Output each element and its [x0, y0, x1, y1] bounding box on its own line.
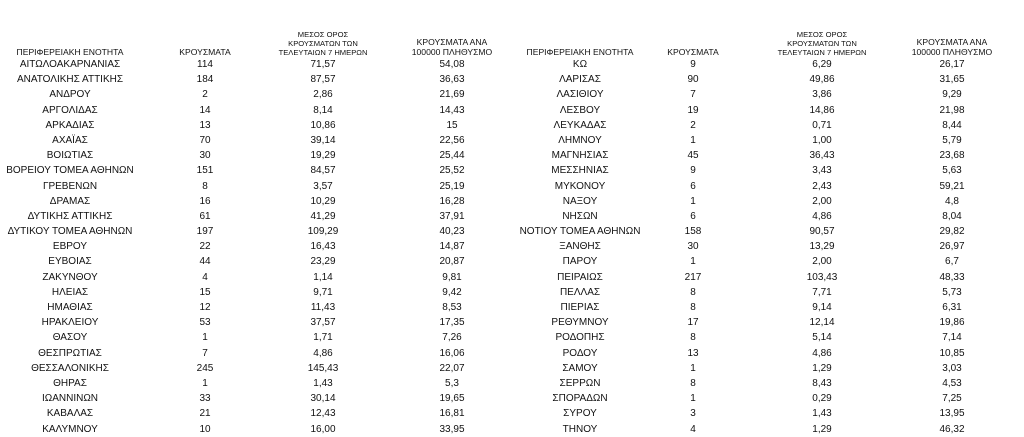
left-cases-cell: 2 — [202, 89, 208, 101]
right-name-cell: ΛΗΜΝΟΥ — [558, 134, 602, 146]
left-cases-cell: 10 — [199, 423, 211, 435]
right-avg-cell: 3,86 — [812, 89, 832, 101]
left-name-cell: ΑΧΑΪΑΣ — [52, 134, 88, 146]
left-name-cell: ΒΟΙΩΤΙΑΣ — [46, 150, 94, 162]
left-per-cell: 17,35 — [439, 317, 465, 329]
right-name-cell: ΡΟΔΟΠΗΣ — [555, 332, 605, 344]
right-avg-cell: 2,00 — [812, 195, 832, 207]
left-cases-cell: 33 — [199, 393, 211, 405]
left-per-cell: 19,65 — [439, 393, 465, 405]
left-per-cell: 33,95 — [439, 423, 465, 435]
right-avg-cell: 7,71 — [812, 286, 832, 298]
right-avg-cell: 49,86 — [809, 74, 835, 86]
left-avg-cell: 71,57 — [310, 59, 336, 70]
left-name-cell: ΑΡΚΑΔΙΑΣ — [45, 119, 95, 131]
left-name-cell: ΖΑΚΥΝΘΟΥ — [42, 271, 98, 283]
right-name-cell: ΣΥΡΟΥ — [563, 408, 597, 420]
left-cases-cell: 14 — [199, 104, 211, 116]
right-cases-cell: 1 — [690, 256, 696, 268]
left-avg-cell: 3,57 — [313, 180, 333, 192]
right-cases-cell: 4 — [690, 423, 696, 435]
left-per-cell: 22,56 — [439, 134, 465, 146]
header-per100k-left: ΚΡΟΥΣΜΑΤΑ ΑΝΑ 100000 ΠΛΗΘΥΣΜΟ — [411, 37, 493, 57]
right-per-cell: 26,17 — [939, 59, 965, 70]
left-cases-cell: 30 — [199, 150, 211, 162]
right-avg-cell: 1,00 — [812, 134, 832, 146]
right-cases-cell: 9 — [690, 165, 696, 177]
table-row — [0, 391, 1024, 406]
right-avg-cell: 4,86 — [812, 210, 832, 222]
left-name-cell: ΔΥΤΙΚΟΥ ΤΟΜΕΑ ΑΘΗΝΩΝ — [7, 226, 133, 238]
left-per-cell: 21,69 — [439, 89, 465, 101]
right-avg-cell: 2,00 — [812, 256, 832, 268]
left-cases-cell: 22 — [199, 241, 211, 253]
right-name-cell: ΠΕΙΡΑΙΩΣ — [557, 271, 603, 283]
left-name-cell: ΚΑΒΑΛΑΣ — [46, 408, 94, 420]
right-avg-cell: 1,29 — [812, 423, 832, 435]
left-avg-cell: 9,71 — [313, 286, 333, 298]
right-name-cell: ΛΑΡΙΣΑΣ — [559, 74, 601, 86]
table-row — [0, 300, 1024, 315]
left-name-cell: ΘΕΣΣΑΛΟΝΙΚΗΣ — [31, 362, 109, 374]
left-avg-cell: 109,29 — [307, 226, 339, 238]
left-name-cell: ΙΩΑΝΝΙΝΩΝ — [41, 393, 99, 405]
right-name-cell: ΜΕΣΣΗΝΙΑΣ — [551, 165, 609, 177]
left-avg-cell: 12,43 — [310, 408, 336, 420]
left-name-cell: ΑΝΔΡΟΥ — [49, 89, 91, 101]
table-row — [0, 194, 1024, 209]
header-cases-left: ΚΡΟΥΣΜΑΤΑ — [179, 47, 231, 57]
right-per-cell: 31,65 — [939, 74, 965, 86]
left-name-cell: ΔΥΤΙΚΗΣ ΑΤΤΙΚΗΣ — [27, 210, 113, 222]
left-per-cell: 7,26 — [442, 332, 462, 344]
right-per-cell: 5,79 — [942, 134, 962, 146]
right-avg-cell: 0,29 — [812, 393, 832, 405]
right-cases-cell: 7 — [690, 89, 696, 101]
right-cases-cell: 17 — [687, 317, 699, 329]
left-avg-cell: 1,71 — [313, 332, 333, 344]
right-name-cell: ΝΟΤΙΟΥ ΤΟΜΕΑ ΑΘΗΝΩΝ — [519, 226, 641, 238]
right-per-cell: 7,14 — [942, 332, 962, 344]
right-per-cell: 13,95 — [939, 408, 965, 420]
right-cases-cell: 1 — [690, 134, 696, 146]
table-row — [0, 148, 1024, 163]
right-avg-cell: 2,43 — [812, 180, 832, 192]
left-cases-cell: 151 — [196, 165, 214, 177]
right-cases-cell: 19 — [687, 104, 699, 116]
left-cases-cell: 13 — [199, 119, 211, 131]
table-row — [0, 361, 1024, 376]
left-name-cell: ΕΥΒΟΙΑΣ — [48, 256, 92, 268]
left-per-cell: 25,44 — [439, 150, 465, 162]
left-avg-cell: 11,43 — [310, 302, 336, 313]
left-cases-cell: 114 — [197, 59, 213, 70]
right-name-cell: ΠΙΕΡΙΑΣ — [560, 302, 600, 313]
left-avg-cell: 1,14 — [313, 271, 333, 283]
header-cases-right: ΚΡΟΥΣΜΑΤΑ — [667, 47, 719, 57]
left-cases-cell: 44 — [199, 256, 211, 268]
right-cases-cell: 158 — [684, 226, 702, 238]
left-cases-cell: 197 — [196, 226, 214, 238]
left-per-cell: 5,3 — [445, 377, 459, 389]
left-avg-cell: 87,57 — [310, 74, 336, 86]
right-avg-cell: 12,14 — [809, 317, 835, 329]
left-avg-cell: 19,29 — [310, 150, 336, 162]
right-name-cell: ΛΑΣΙΘΙΟΥ — [556, 89, 604, 101]
left-per-cell: 20,87 — [439, 256, 465, 268]
left-name-cell: ΘΕΣΠΡΩΤΙΑΣ — [38, 347, 102, 359]
right-avg-cell: 1,29 — [812, 362, 832, 374]
right-per-cell: 5,63 — [942, 165, 962, 177]
right-per-cell: 6,7 — [945, 256, 959, 268]
right-cases-cell: 1 — [690, 195, 696, 207]
left-avg-cell: 16,00 — [310, 423, 336, 435]
right-cases-cell: 3 — [690, 408, 696, 420]
left-per-cell: 9,42 — [442, 286, 462, 298]
left-avg-cell: 10,29 — [310, 195, 336, 207]
left-cases-cell: 53 — [199, 317, 211, 329]
right-name-cell: ΠΕΛΛΑΣ — [559, 286, 601, 298]
table-row — [0, 330, 1024, 345]
right-avg-cell: 6,29 — [812, 59, 832, 70]
left-avg-cell: 39,14 — [310, 134, 336, 146]
left-cases-cell: 1 — [202, 377, 208, 389]
table-row — [0, 270, 1024, 285]
right-name-cell: ΣΕΡΡΩΝ — [559, 377, 601, 389]
right-per-cell: 8,04 — [942, 210, 962, 222]
right-avg-cell: 90,57 — [809, 226, 835, 238]
right-per-cell: 23,68 — [939, 150, 965, 162]
left-per-cell: 15 — [446, 119, 458, 131]
right-per-cell: 10,85 — [939, 347, 965, 359]
right-name-cell: ΣΑΜΟΥ — [562, 362, 598, 374]
table-row — [0, 285, 1024, 300]
right-avg-cell: 0,71 — [812, 119, 832, 131]
header-region-left: ΠΕΡΙΦΕΡΕΙΑΚΗ ΕΝΟΤΗΤΑ — [16, 47, 124, 57]
left-name-cell: ΘΑΣΟΥ — [52, 332, 88, 344]
right-name-cell: ΚΩ — [572, 59, 588, 70]
left-avg-cell: 2,86 — [313, 89, 333, 101]
right-cases-cell: 1 — [690, 362, 696, 374]
right-cases-cell: 8 — [690, 377, 696, 389]
right-cases-cell: 90 — [687, 74, 699, 86]
table-row — [0, 239, 1024, 254]
right-cases-cell: 1 — [690, 393, 696, 405]
right-per-cell: 48,33 — [939, 271, 965, 283]
right-per-cell: 9,29 — [942, 89, 962, 101]
left-name-cell: ΑΙΤΩΛΟΑΚΑΡΝΑΝΙΑΣ — [19, 59, 121, 70]
table-row — [0, 224, 1024, 239]
left-per-cell: 25,19 — [439, 180, 465, 192]
left-name-cell: ΚΑΛΥΜΝΟΥ — [42, 423, 98, 435]
left-cases-cell: 15 — [199, 286, 211, 298]
right-name-cell: ΝΗΣΩΝ — [562, 210, 598, 222]
left-per-cell: 16,28 — [439, 195, 465, 207]
right-avg-cell: 4,86 — [812, 347, 832, 359]
right-name-cell: ΤΗΝΟΥ — [562, 423, 598, 435]
right-avg-cell: 5,14 — [812, 332, 832, 344]
right-per-cell: 4,53 — [942, 377, 962, 389]
right-name-cell: ΜΑΓΝΗΣΙΑΣ — [551, 150, 609, 162]
table-row — [0, 376, 1024, 391]
right-avg-cell: 36,43 — [809, 150, 835, 162]
left-cases-cell: 16 — [199, 195, 211, 207]
header-region-right: ΠΕΡΙΦΕΡΕΙΑΚΗ ΕΝΟΤΗΤΑ — [526, 47, 634, 57]
right-cases-cell: 8 — [690, 332, 696, 344]
left-per-cell: 8,53 — [442, 302, 462, 313]
left-avg-cell: 145,43 — [307, 362, 339, 374]
right-cases-cell: 30 — [687, 241, 699, 253]
right-cases-cell: 2 — [690, 119, 696, 131]
table-row — [0, 163, 1024, 178]
header-avg7-right: ΜΕΣΟΣ ΟΡΟΣ ΚΡΟΥΣΜΑΤΩΝ ΤΩΝ ΤΕΛΕΥΤΑΙΩΝ 7 ΗΜΕΡΩΝ — [777, 30, 867, 57]
left-cases-cell: 184 — [196, 74, 214, 86]
right-cases-cell: 45 — [687, 150, 699, 162]
right-cases-cell: 217 — [684, 271, 702, 283]
table-row — [0, 254, 1024, 269]
right-per-cell: 19,86 — [939, 317, 965, 329]
left-cases-cell: 61 — [199, 210, 211, 222]
right-name-cell: ΡΟΔΟΥ — [562, 347, 598, 359]
left-name-cell: ΕΒΡΟΥ — [52, 241, 88, 253]
right-avg-cell: 1,43 — [812, 408, 832, 420]
right-avg-cell: 3,43 — [812, 165, 832, 177]
right-name-cell: ΠΑΡΟΥ — [562, 256, 598, 268]
right-cases-cell: 6 — [690, 210, 696, 222]
left-name-cell: ΗΛΕΙΑΣ — [51, 286, 89, 298]
left-avg-cell: 84,57 — [310, 165, 336, 177]
right-per-cell: 7,25 — [942, 393, 962, 405]
left-per-cell: 36,63 — [439, 74, 465, 86]
table-row — [0, 118, 1024, 133]
table-row — [0, 209, 1024, 224]
table-row — [0, 133, 1024, 148]
table-row — [0, 179, 1024, 194]
right-per-cell: 46,32 — [939, 423, 965, 435]
left-name-cell: ΗΡΑΚΛΕΙΟΥ — [41, 317, 99, 329]
right-per-cell: 21,98 — [939, 104, 965, 116]
left-per-cell: 25,52 — [439, 165, 465, 177]
left-cases-cell: 7 — [202, 347, 208, 359]
left-avg-cell: 30,14 — [310, 393, 336, 405]
header-per100k-right: ΚΡΟΥΣΜΑΤΑ ΑΝΑ 100000 ΠΛΗΘΥΣΜΟ — [911, 37, 993, 57]
left-per-cell: 22,07 — [439, 362, 465, 374]
table-row — [0, 315, 1024, 330]
right-name-cell: ΛΕΣΒΟΥ — [559, 104, 601, 116]
right-cases-cell: 9 — [690, 59, 696, 70]
right-per-cell: 3,03 — [942, 362, 962, 374]
left-avg-cell: 16,43 — [310, 241, 336, 253]
left-per-cell: 14,43 — [439, 104, 465, 116]
left-cases-cell: 1 — [202, 332, 208, 344]
right-per-cell: 26,97 — [939, 241, 965, 253]
left-per-cell: 16,81 — [439, 408, 465, 420]
right-per-cell: 6,31 — [942, 302, 962, 313]
left-cases-cell: 21 — [199, 408, 211, 420]
right-avg-cell: 9,14 — [812, 302, 832, 313]
left-per-cell: 14,87 — [439, 241, 465, 253]
right-per-cell: 8,44 — [942, 119, 962, 131]
right-name-cell: ΝΑΞΟΥ — [562, 195, 598, 207]
right-name-cell: ΣΠΟΡΑΔΩΝ — [552, 393, 608, 405]
left-cases-cell: 245 — [196, 362, 214, 374]
right-per-cell: 29,82 — [939, 226, 965, 238]
table-row — [0, 406, 1024, 421]
left-avg-cell: 23,29 — [310, 256, 336, 268]
right-cases-cell: 8 — [690, 302, 696, 313]
table-row — [0, 57, 1024, 72]
table-row — [0, 72, 1024, 87]
table-row — [0, 422, 1024, 437]
left-cases-cell: 4 — [202, 271, 208, 283]
right-name-cell: ΜΥΚΟΝΟΥ — [554, 180, 606, 192]
table-body — [0, 57, 1024, 437]
table-row — [0, 87, 1024, 102]
right-cases-cell: 8 — [690, 286, 696, 298]
right-name-cell: ΞΑΝΘΗΣ — [559, 241, 601, 253]
left-name-cell: ΓΡΕΒΕΝΩΝ — [42, 180, 98, 192]
right-name-cell: ΛΕΥΚΑΔΑΣ — [553, 119, 607, 131]
header-avg7-left: ΜΕΣΟΣ ΟΡΟΣ ΚΡΟΥΣΜΑΤΩΝ ΤΩΝ ΤΕΛΕΥΤΑΙΩΝ 7 ΗΜΕΡΩΝ — [278, 30, 368, 57]
left-per-cell: 9,81 — [442, 271, 462, 283]
right-avg-cell: 8,43 — [812, 377, 832, 389]
left-per-cell: 16,06 — [439, 347, 465, 359]
left-name-cell: ΔΡΑΜΑΣ — [49, 195, 91, 207]
left-cases-cell: 70 — [199, 134, 211, 146]
table-row — [0, 346, 1024, 361]
right-per-cell: 4,8 — [945, 195, 959, 207]
left-per-cell: 54,08 — [439, 59, 465, 70]
left-cases-cell: 8 — [202, 180, 208, 192]
right-per-cell: 5,73 — [942, 286, 962, 298]
left-avg-cell: 37,57 — [310, 317, 336, 329]
left-per-cell: 40,23 — [439, 226, 465, 238]
right-cases-cell: 6 — [690, 180, 696, 192]
left-name-cell: ΘΗΡΑΣ — [53, 377, 87, 389]
left-name-cell: ΑΝΑΤΟΛΙΚΗΣ ΑΤΤΙΚΗΣ — [16, 74, 124, 86]
left-per-cell: 37,91 — [439, 210, 465, 222]
right-cases-cell: 13 — [687, 347, 699, 359]
left-avg-cell: 10,86 — [310, 119, 336, 131]
left-avg-cell: 41,29 — [310, 210, 336, 222]
left-avg-cell: 1,43 — [313, 377, 333, 389]
left-name-cell: ΒΟΡΕΙΟΥ ΤΟΜΕΑ ΑΘΗΝΩΝ — [6, 165, 134, 177]
left-avg-cell: 8,14 — [313, 104, 333, 116]
left-name-cell: ΗΜΑΘΙΑΣ — [47, 302, 93, 313]
right-name-cell: ΡΕΘΥΜΝΟΥ — [551, 317, 609, 329]
right-per-cell: 59,21 — [939, 180, 965, 192]
right-avg-cell: 14,86 — [809, 104, 835, 116]
right-avg-cell: 103,43 — [806, 271, 838, 283]
left-name-cell: ΑΡΓΟΛΙΔΑΣ — [42, 104, 98, 116]
table-row — [0, 103, 1024, 118]
left-cases-cell: 12 — [199, 302, 211, 313]
right-avg-cell: 13,29 — [809, 241, 835, 253]
left-avg-cell: 4,86 — [313, 347, 333, 359]
